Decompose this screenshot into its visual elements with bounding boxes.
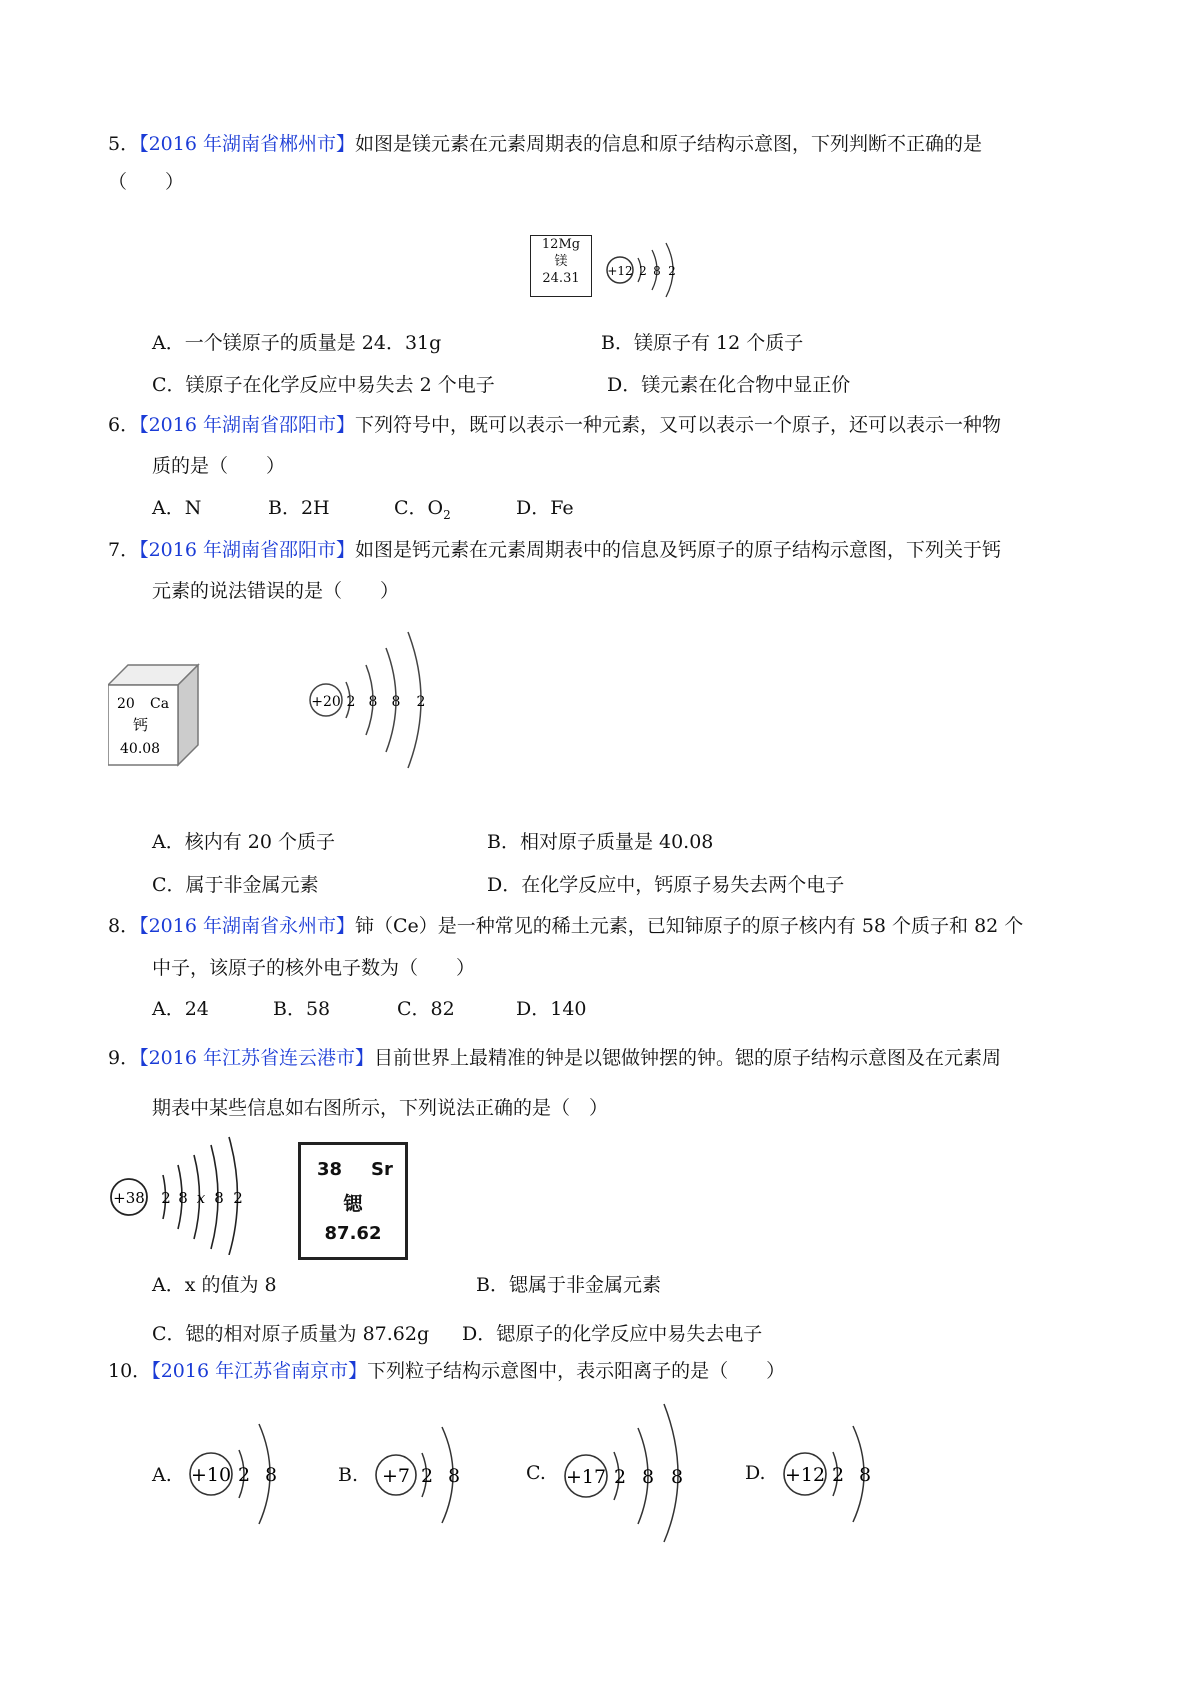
q6-stem-line1: 6．【2016 年湖南省邵阳市】下列符号中，既可以表示一种元素，又可以表示一个原子，还可以表示一种物 xyxy=(108,414,1002,436)
svg-text:2: 2 xyxy=(831,1464,845,1486)
q10-diagram-c[interactable] xyxy=(558,1400,698,1545)
svg-text:8: 8 xyxy=(641,1466,655,1488)
q5-stem-line2: （ ） xyxy=(108,171,185,193)
q5-source: 【2016 年湖南省郴州市】 xyxy=(139,133,355,155)
svg-text:8: 8 xyxy=(653,264,661,278)
q9-stem-line1: 9．【2016 年江苏省连云港市】目前世界上最精准的钟是以锶做钟摆的钟。锶的原子结构示意图及在元素周 xyxy=(108,1047,1002,1069)
q9-option-a[interactable]: A．x 的值为 8 xyxy=(152,1274,277,1296)
q6-option-a[interactable]: A．N xyxy=(152,497,202,519)
svg-text:2: 2 xyxy=(668,264,676,278)
svg-text:Ca: Ca xyxy=(150,696,170,712)
q6-option-d[interactable]: D．Fe xyxy=(516,497,574,519)
q9-source: 【2016 年江苏省连云港市】 xyxy=(139,1047,374,1069)
q6-option-b[interactable]: B．2H xyxy=(268,497,330,519)
q6-stem-line2: 质的是（ ） xyxy=(152,455,286,477)
svg-text:+10: +10 xyxy=(190,1464,232,1486)
q6-source: 【2016 年湖南省邵阳市】 xyxy=(139,414,355,436)
q7-option-b[interactable]: B．相对原子质量是 40.08 xyxy=(487,831,714,853)
q10-stem-line1: 10．【2016 年江苏省南京市】下列粒子结构示意图中，表示阳离子的是（ ） xyxy=(108,1360,786,1382)
svg-text:x: x xyxy=(196,1189,206,1207)
q5-option-a[interactable]: A．一个镁原子的质量是 24．31g xyxy=(152,332,442,354)
q6-option-c[interactable]: C．$O_2$ xyxy=(394,497,451,522)
q7-option-a[interactable]: A．核内有 20 个质子 xyxy=(152,831,335,853)
svg-text:8: 8 xyxy=(214,1189,224,1207)
svg-text:钙: 钙 xyxy=(133,716,149,734)
q10-option-d-label[interactable]: D. xyxy=(745,1462,766,1484)
q10-diagram-b[interactable] xyxy=(370,1415,475,1530)
q7-stem-line1: 7．【2016 年湖南省邵阳市】如图是钙元素在元素周期表中的信息及钙原子的原子结构示意图，下列关于钙 xyxy=(108,539,1002,561)
sr-element-card: 38 Sr 锶 87.62 xyxy=(298,1142,408,1260)
q10-option-b-label[interactable]: B. xyxy=(338,1464,359,1486)
svg-text:8: 8 xyxy=(178,1189,188,1207)
svg-text:2: 2 xyxy=(416,694,426,710)
svg-text:8: 8 xyxy=(264,1464,278,1486)
svg-text:+12: +12 xyxy=(784,1464,826,1486)
q5-stem-line1: 5．【2016 年湖南省郴州市】如图是镁元素在元素周期表的信息和原子结构示意图，下列判断不正确的是 xyxy=(108,133,983,155)
svg-text:40.08: 40.08 xyxy=(120,741,161,757)
svg-text:20: 20 xyxy=(117,696,135,712)
svg-text:2: 2 xyxy=(346,694,356,710)
mg-element-card: 12Mg 镁 24.31 xyxy=(530,235,592,297)
q10-source: 【2016 年江苏省南京市】 xyxy=(151,1360,368,1382)
q8-option-b[interactable]: B．58 xyxy=(273,998,331,1020)
q5-option-c[interactable]: C．镁原子在化学反应中易失去 2 个电子 xyxy=(152,374,495,396)
svg-text:2: 2 xyxy=(420,1465,434,1487)
q10-option-a-label[interactable]: A. xyxy=(152,1464,172,1486)
svg-text:2: 2 xyxy=(237,1464,251,1486)
svg-text:8: 8 xyxy=(858,1464,872,1486)
q7-stem-line2: 元素的说法错误的是（ ） xyxy=(152,580,400,602)
svg-text:+17: +17 xyxy=(565,1466,607,1488)
q7-source: 【2016 年湖南省邵阳市】 xyxy=(139,539,355,561)
q5-option-d[interactable]: D．镁元素在化合物中显正价 xyxy=(607,374,851,396)
svg-text:+7: +7 xyxy=(381,1465,411,1487)
q5-option-b[interactable]: B．镁原子有 12 个质子 xyxy=(601,332,804,354)
svg-text:2: 2 xyxy=(639,264,647,278)
q10-diagram-a[interactable] xyxy=(183,1410,288,1530)
svg-text:2: 2 xyxy=(161,1189,171,1207)
ca-figure xyxy=(108,620,438,785)
mg-atom-diagram xyxy=(600,225,690,315)
svg-text:+20: +20 xyxy=(311,694,341,710)
q9-option-c[interactable]: C．锶的相对原子质量为 87.62g xyxy=(152,1323,430,1345)
q9-option-d[interactable]: D．锶原子的化学反应中易失去电子 xyxy=(462,1323,763,1345)
svg-text:2: 2 xyxy=(613,1466,627,1488)
q9-option-b[interactable]: B．锶属于非金属元素 xyxy=(476,1274,661,1296)
q8-option-a[interactable]: A．24 xyxy=(152,998,209,1020)
svg-text:8: 8 xyxy=(391,694,401,710)
svg-text:2: 2 xyxy=(233,1189,243,1207)
q7-option-c[interactable]: C．属于非金属元素 xyxy=(152,874,319,896)
svg-text:8: 8 xyxy=(670,1466,684,1488)
q8-stem-line1: 8．【2016 年湖南省永州市】铈（Ce）是一种常见的稀土元素，已知铈原子的原子核内有 58 个质子和 82 个 xyxy=(108,915,1024,937)
q7-option-d[interactable]: D．在化学反应中，钙原子易失去两个电子 xyxy=(487,874,845,896)
q10-option-c-label[interactable]: C. xyxy=(526,1462,546,1484)
svg-text:8: 8 xyxy=(447,1465,461,1487)
svg-text:8: 8 xyxy=(368,694,378,710)
q8-option-d[interactable]: D．140 xyxy=(516,998,587,1020)
q10-diagram-d[interactable] xyxy=(777,1412,887,1530)
q8-source: 【2016 年湖南省永州市】 xyxy=(139,915,355,937)
q8-option-c[interactable]: C．82 xyxy=(397,998,455,1020)
svg-text:+12: +12 xyxy=(607,264,633,278)
q9-stem-line2: 期表中某些信息如右图所示，下列说法正确的是（ ） xyxy=(152,1097,609,1119)
q8-stem-line2: 中子，该原子的核外电子数为（ ） xyxy=(152,957,476,979)
sr-atom-diagram xyxy=(108,1135,258,1255)
svg-text:+38: +38 xyxy=(113,1189,145,1207)
